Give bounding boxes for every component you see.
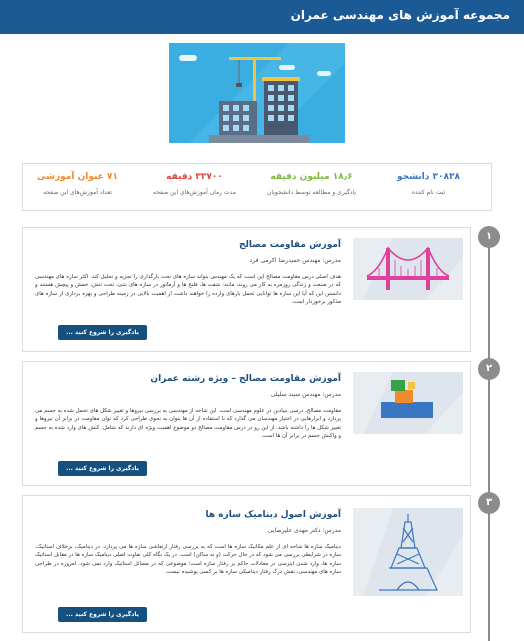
course-teacher: مدرس: دکتر مهدی علیرضایی bbox=[267, 527, 341, 534]
course-thumbnail bbox=[353, 508, 463, 596]
course-thumbnail bbox=[353, 372, 463, 434]
stat-course-count bbox=[19, 172, 136, 196]
stat-label: یادگیری و مطالعه توسط دانشجویان bbox=[266, 189, 356, 196]
construction-illustration bbox=[169, 43, 345, 143]
course-description: هدف اصلی درس مقاومت مصالح این است که یک مهندس بتواند سازه های تحت بارگذاری را تجزیه و تحلیل کند. اکثر سازه های مهندسی که در صنعت و زندگی روزمره به کار می روند، مانند: شفت ها، فلنج ها و آرماتور در سازه های بتنی، تحت تنش، خمش و پیچش هستند و دانستن این که آیا این سازه ها توانایی تحمل بارهای وارده را خواهند داشت از اهمیت بالایی در زمینه طراحی و بهره برداری از سازه های مذکور برخوردار است. bbox=[35, 274, 341, 306]
course-card bbox=[22, 361, 471, 486]
stat-page-minutes bbox=[136, 172, 253, 196]
header-bar bbox=[0, 0, 524, 34]
course-description: مقاومت مصالح، درسی بنیادین در علوم مهندسی است. این شاخه از مهندسی به بررسی نیروها و تغییر شکل های تحمل شده به جسم می پردازد و ابزارهایی در اختیار مهندسان می گذارد که با استفاده از آن ها بتوان به نحوی طراحی کرد که توان مقاومت در برابر آن نیروها و تغییر شکل ها را داشته باشد. از این رو در درس مقاومت مصالح دو موضوع اهمیت ویژه ای دارند که شامل: کنش های وارد شده به جسم و واکنش جسم در برابر آن ها است. bbox=[35, 408, 341, 440]
blocks-icon bbox=[353, 372, 463, 434]
stat-label: مدت زمان آموزش‌های این صفحه bbox=[152, 189, 236, 196]
course-teacher: مدرس: مهندس حمیدرضا اکرمی فرد bbox=[249, 257, 341, 264]
stat-label: ثبت نام کننده bbox=[411, 189, 446, 196]
hero-illustration bbox=[169, 43, 345, 143]
start-learning-button[interactable]: یادگیری را شروع کنید ... bbox=[58, 325, 147, 340]
stat-value: ۷۱ عنوان آموزشی bbox=[37, 172, 118, 182]
course-description: دینامیک سازه ها شاخه ای از علم مکانیک سازه ها است که به بررسی رفتار ارتعاشی سازه ها می پردازد. در دینامیک، برخلاف استاتیک، سازه در شرایطی بررسی می شود که در حال حرکت (و نه ساکن) است. در یک نگاه کلی تفاوت اصلی دینامیک سازه ها در مقابل استاتیک سازه ها، وارد شدن اینرسی در معادلات حاکم بر رفتار سازه است؛ موضوعی که در مسائل استاتیک وارد نمی شود. امروزه در طراحی سازه های مهندسی، نقش درک رفتار دینامیکی سازه ها بر کسی پوشیده نیست. bbox=[35, 544, 341, 576]
timeline-number: ۳ bbox=[478, 492, 500, 514]
timeline-line bbox=[488, 236, 490, 641]
tower-icon bbox=[353, 508, 463, 596]
start-learning-button[interactable]: یادگیری را شروع کنید ... bbox=[58, 461, 147, 476]
stat-label: تعداد آموزش‌های این صفحه bbox=[43, 189, 112, 196]
timeline-number: ۲ bbox=[478, 358, 500, 380]
bridge-icon bbox=[353, 238, 463, 300]
course-title[interactable]: آموزش اصول دینامیک سازه ها bbox=[205, 510, 341, 520]
stat-value: ۳۳۷۰۰ دقیقه bbox=[166, 172, 223, 182]
stat-value: ۳۰۸۳۸ دانشجو bbox=[397, 172, 460, 182]
course-title[interactable]: آموزش مقاومت مصالح bbox=[239, 240, 341, 250]
stat-students bbox=[370, 172, 487, 196]
timeline-number: ۱ bbox=[478, 226, 500, 248]
course-title[interactable]: آموزش مقاومت مصالح – ویژه رشته عمران bbox=[150, 374, 341, 384]
stats-bar bbox=[22, 163, 492, 211]
course-card bbox=[22, 495, 471, 633]
stat-value: ۱۸٫۶ میلیون دقیقه bbox=[270, 172, 353, 182]
stat-learning-minutes bbox=[253, 172, 370, 196]
course-card bbox=[22, 227, 471, 352]
course-teacher: مدرس: مهندس سپند سلیلی bbox=[270, 391, 341, 398]
course-thumbnail bbox=[353, 238, 463, 300]
page-title: مجموعه آموزش های مهندسی عمران bbox=[290, 8, 510, 22]
start-learning-button[interactable]: یادگیری را شروع کنید ... bbox=[58, 607, 147, 622]
